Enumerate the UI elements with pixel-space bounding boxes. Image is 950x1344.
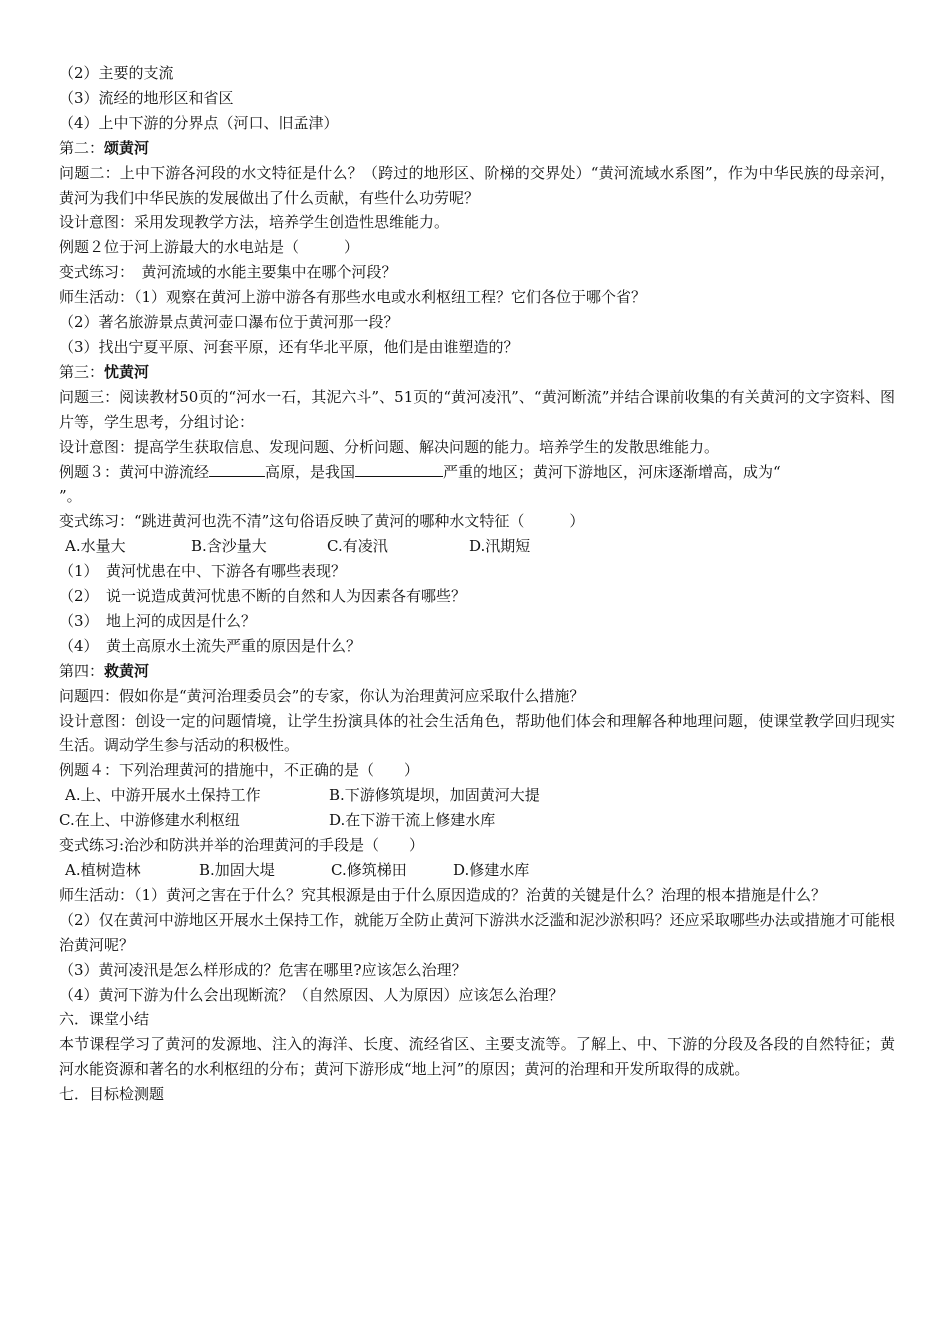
part4-activity: 师生活动：（1）黄河之害在于什么？究其根源是由于什么原因造成的？治黄的关键是什么？治理的根本措施是什么？ — [59, 885, 827, 904]
part3-option-c: C.有凌汛 — [327, 537, 388, 556]
test-heading: 七．目标检测题 — [59, 1085, 165, 1104]
part1-item-3: （3）流经的地形区和省区 — [59, 88, 234, 107]
part4-variant-option-a: A.植树造林 — [65, 861, 141, 879]
part4-item-2: （2）仅在黄河中游地区开展水土保持工作，就能万全防止黄河下游洪水泛滥和泥沙淤积吗？还应采取哪些办法或措施才可能根治黄河呢？ — [59, 910, 895, 954]
part2-example: 例题２位于河上游最大的水电站是（ ） — [59, 238, 360, 257]
part4-item-4: （4）黄河下游为什么会出现断流？（自然原因、人为原因）应该怎么治理？ — [59, 985, 564, 1004]
part3-option-d: D.汛期短 — [469, 537, 531, 556]
part4-variant: 变式练习:治沙和防洪并举的治理黄河的手段是（ ） — [59, 836, 425, 855]
summary-text: 本节课程学习了黄河的发源地、注入的海洋、长度、流经省区、主要支流等。了解上、中、下游的分段及各段的自然特征；黄河水能资源和著名的水利枢纽的分布；黄河下游形成“地上河”的原因；黄河的治理和开发所取得的成就。 — [59, 1035, 895, 1079]
part4-variant-option-d: D.修建水库 — [453, 861, 530, 879]
part2-question: 问题二：上中下游各河段的水文特征是什么？（跨过的地形区、阶梯的交界处）“黄河流域水系图”，作为中华民族的母亲河，黄河为我们中华民族的发展做出了什么贡献，有些什么功劳呢？ — [59, 163, 895, 207]
part3-option-a: A.水量大 — [65, 537, 126, 556]
document-page — [59, 61, 895, 1107]
part2-title: 颂黄河 — [104, 138, 150, 157]
part3-example-c: 严重的地区；黄河下游地区，河床逐渐增高，成为“ — [443, 462, 781, 481]
part4-example-option-a: A.上、中游开展水土保持工作 — [65, 786, 261, 805]
part3-prefix: 第三： — [59, 362, 105, 381]
summary-heading: 六．课堂小结 — [59, 1010, 150, 1029]
part3-item-3: （3） 地上河的成因是什么？ — [59, 611, 257, 630]
part3-options — [59, 534, 895, 559]
part3-option-b: B.含沙量大 — [191, 537, 267, 556]
part3-design: 设计意图：提高学生获取信息、发现问题、分析问题、解决问题的能力。培养学生的发散思维能力。 — [59, 437, 720, 456]
part1-item-4: （4）上中下游的分界点（河口、旧孟津） — [59, 113, 339, 132]
part3-item-2: （2） 说一说造成黄河忧患不断的自然和人为因素各有哪些？ — [59, 587, 467, 606]
part2-heading — [59, 136, 895, 161]
answer-blank-1 — [209, 462, 265, 477]
part4-variant-option-c: C.修筑梯田 — [331, 861, 407, 879]
part3-example-a: 例题３：黄河中游流经 — [59, 462, 210, 481]
part4-variant-options — [59, 858, 895, 883]
part2-activity: 师生活动：（1）观察在黄河上游中游各有那些水电或水利枢纽工程？它们各位于哪个省？ — [59, 288, 647, 307]
part4-example-option-c: C.在上、中游修建水利枢纽 — [59, 811, 240, 830]
part1-item-2: （2）主要的支流 — [59, 64, 174, 82]
part4-example: 例题４：下列治理黄河的措施中，不正确的是（ ） — [59, 761, 420, 780]
part4-example-option-b: B.下游修筑堤坝，加固黄河大提 — [329, 786, 540, 805]
part2-design: 设计意图：采用发现教学方法，培养学生创造性思维能力。 — [59, 213, 450, 232]
part4-example-options-row1 — [59, 783, 895, 808]
part3-item-1: （1） 黄河忧患在中、下游各有哪些表现？ — [59, 562, 347, 581]
part3-heading — [59, 360, 895, 385]
part4-example-option-d: D.在下游干流上修建水库 — [329, 811, 496, 830]
part3-example — [59, 460, 895, 510]
part4-prefix: 第四： — [59, 661, 105, 680]
part4-example-options-row2 — [59, 808, 895, 833]
part3-title: 忧黄河 — [104, 362, 150, 381]
part3-item-4: （4） 黄土高原水土流失严重的原因是什么？ — [59, 636, 362, 655]
part4-design: 设计意图：创设一定的问题情境，让学生扮演具体的社会生活角色，帮助他们体会和理解各种地理问题，使课堂教学回归现实生活。调动学生参与活动的积极性。 — [59, 711, 895, 755]
part4-heading — [59, 659, 895, 684]
part3-question: 问题三：阅读教材50页的“河水一石，其泥六斗”、51页的“黄河凌汛”、“黄河断流”并结合课前收集的有关黄河的文字资料、图片等，学生思考，分组讨论： — [59, 387, 895, 431]
part3-variant: 变式练习：“跳进黄河也洗不清”这句俗语反映了黄河的哪种水文特征（ ） — [59, 512, 585, 531]
part4-question: 问题四：假如你是“黄河治理委员会”的专家，你认为治理黄河应采取什么措施？ — [59, 686, 585, 705]
part4-item-3: （3）黄河凌汛是怎么样形成的？危害在哪里?应该怎么治理？ — [59, 960, 467, 979]
part3-example-b: 高原，是我国 — [265, 462, 356, 481]
answer-blank-2 — [355, 462, 443, 477]
part4-title: 救黄河 — [104, 661, 150, 680]
part4-variant-option-b: B.加固大堤 — [199, 861, 275, 879]
part3-example-d: ”。 — [59, 487, 82, 506]
part2-item-3: （3）找出宁夏平原、河套平原，还有华北平原，他们是由谁塑造的？ — [59, 337, 519, 356]
part2-variant: 变式练习： 黄河流域的水能主要集中在哪个河段？ — [59, 263, 397, 282]
part2-item-2: （2）著名旅游景点黄河壶口瀑布位于黄河那一段？ — [59, 313, 399, 332]
part2-prefix: 第二： — [59, 138, 105, 157]
